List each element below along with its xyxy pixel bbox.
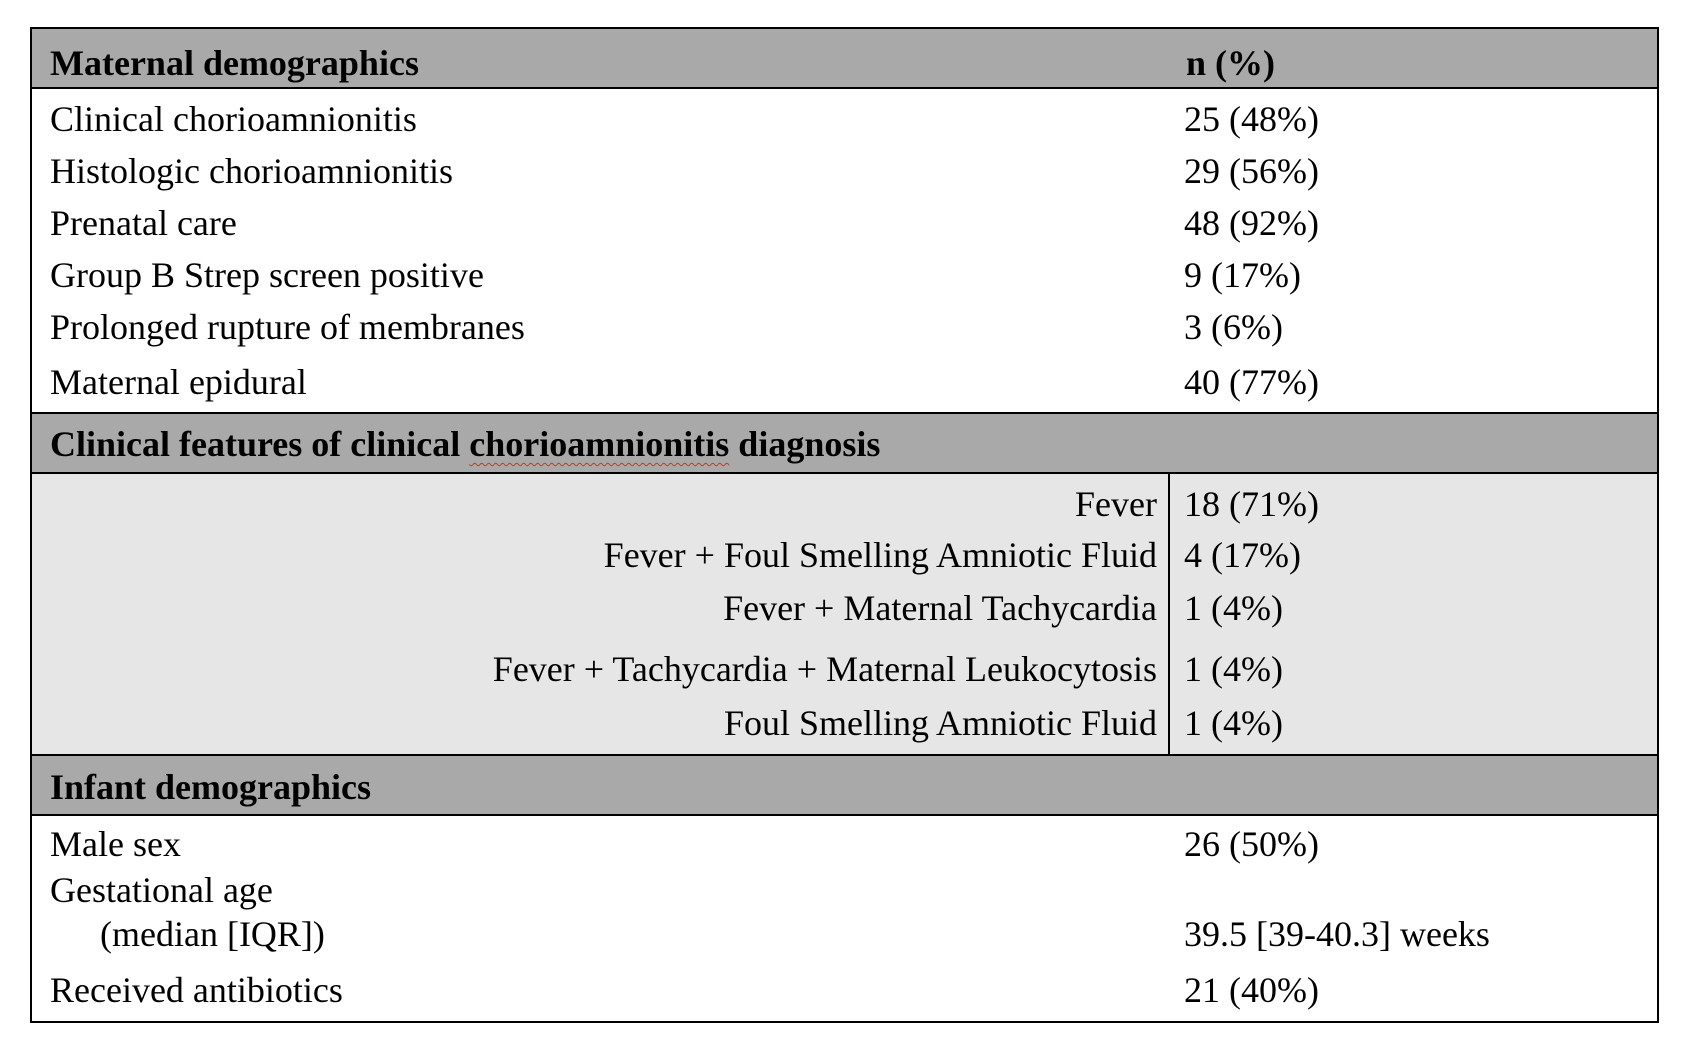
n-percent-heading: n (%)	[1186, 43, 1275, 83]
maternal-heading: Maternal demographics	[50, 43, 419, 83]
clinical-heading	[50, 424, 880, 464]
clinical-header-row	[32, 412, 1657, 474]
row-value: 25 (48%)	[1184, 99, 1319, 139]
clinical-heading-post: diagnosis	[729, 424, 881, 464]
row-label: Prolonged rupture of membranes	[50, 307, 525, 347]
row-label: Foul Smelling Amniotic Fluid	[723, 703, 1157, 743]
row-value: 21 (40%)	[1184, 970, 1319, 1010]
row-value: 39.5 [39-40.3] weeks	[1184, 914, 1490, 954]
infant-header-row	[32, 754, 1657, 816]
row-label: Group B Strep screen positive	[50, 255, 484, 295]
row-value: 3 (6%)	[1184, 307, 1283, 347]
clinical-body	[32, 474, 1657, 754]
row-label: Fever	[1075, 484, 1157, 524]
row-label: Clinical chorioamnionitis	[50, 99, 417, 139]
row-value: 48 (92%)	[1184, 203, 1319, 243]
column-divider	[1168, 474, 1170, 754]
demographics-table	[30, 27, 1659, 1023]
row-value: 1 (4%)	[1184, 588, 1283, 628]
row-value: 26 (50%)	[1184, 824, 1319, 864]
row-value: 40 (77%)	[1184, 362, 1319, 402]
maternal-body	[32, 89, 1657, 412]
infant-heading: Infant demographics	[50, 767, 372, 807]
row-label: Maternal epidural	[50, 362, 307, 402]
row-label: Male sex	[50, 824, 181, 864]
row-value: 1 (4%)	[1184, 649, 1283, 689]
maternal-header-row	[32, 29, 1657, 89]
row-value: 1 (4%)	[1184, 703, 1283, 743]
spellcheck-flagged-word: chorioamnionitis	[469, 424, 730, 464]
row-label: Received antibiotics	[50, 970, 343, 1010]
infant-body	[32, 816, 1657, 1021]
row-label: Gestational age	[50, 870, 273, 910]
clinical-heading-pre: Clinical features of clinical	[50, 424, 470, 464]
row-value: 29 (56%)	[1184, 151, 1319, 191]
row-value: 4 (17%)	[1184, 535, 1301, 575]
row-sublabel: (median [IQR])	[100, 914, 325, 954]
row-label: Fever + Foul Smelling Amniotic Fluid	[603, 535, 1157, 575]
row-label: Fever + Maternal Tachycardia	[723, 588, 1157, 628]
row-label: Histologic chorioamnionitis	[50, 151, 453, 191]
row-label: Fever + Tachycardia + Maternal Leukocytosis	[492, 649, 1157, 689]
row-value: 9 (17%)	[1184, 255, 1301, 295]
row-label: Prenatal care	[50, 203, 237, 243]
row-value: 18 (71%)	[1184, 484, 1319, 524]
